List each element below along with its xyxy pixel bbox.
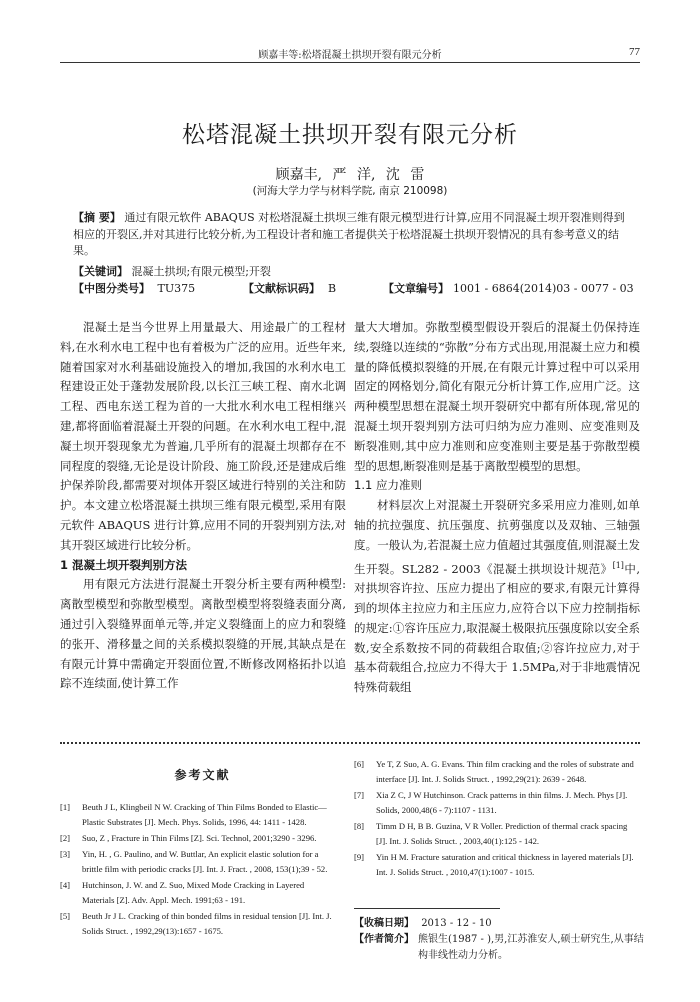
body-paragraph: 量大大增加。弥散型模型假设开裂后的混凝土仍保持连续,裂缝以连续的“弥散”分布方式出现,用混凝土应力和模量的降低模拟裂缝的开展,在有限元计算过程中可以采用固定的网格划分,简化有限元分析计算工作,应用广泛。这两种模型思想在混凝土坝开裂研究中都有所体现,常见的混凝土坝开裂判别方法可归纳为应力准则、应变准则及断裂准则,其中应力准则和应变准则主要是基于弥散型模型的思想,断裂准则是基于离散型模型的思想。 (354, 320, 640, 473)
body-right-column (354, 318, 640, 698)
body-left-column (60, 318, 346, 694)
abstract-text: 通过有限元软件 ABAQUS 对松塔混凝土拱坝三维有限元模型进行计算,应用不同混凝土坝开裂准则得到相应的开裂区,并对其进行比较分析,为工程设计者和施工者提供关于松塔混凝土拱坝开裂情况的具有参考意义的结果。 (73, 211, 625, 257)
body-paragraph: 用有限元方法进行混凝土开裂分析主要有两种模型:离散型模型和弥散型模型。离散型模型将裂缝表面分离,通过引入裂缝界面单元等,并定义裂缝面上的应力和裂缝的张开、滑移量之间的关系模拟裂缝的开展,其缺点是在有限元计算中需确定开裂面位置,不断修改网格拓扑以追踪不连续面,使计算工作 (60, 577, 346, 691)
footnote-rule (354, 908, 500, 909)
reference-item: [2] Suo, Z , Fracture in Thin Films [Z]. Sci. Technol, 2001;3290 - 3296. (60, 833, 317, 843)
doc-code-value: B (328, 282, 337, 295)
body-text: 材料层次上对混凝土开裂研究多采用应力准则,如单轴的抗拉强度、抗压强度、抗剪强度以及双轴、三轴强度。一般认为,若混凝土应力值超过其强度值,则混凝土发生开裂。SL282 - 2003《混凝土拱坝设计规范》 (354, 498, 640, 576)
reference-item: [6] Ye T, Z Suo, A. G. Evans. Thin film cracking and the roles of substrate and interface [J]. Int. J. Solids Struct. , 1992,29(21): 2639 - 2648. (354, 759, 634, 784)
received-date-row (354, 916, 644, 932)
article-title: 松塔混凝土拱坝开裂有限元分析 (182, 122, 518, 148)
body-text: 中,对拱坝容许拉、压应力提出了相应的要求,有限元计算得到的坝体主拉应力和主压应力,应符合以下应力控制指标的规定:①容许压应力,取混凝土极限抗压强度除以安全系数,安全系数按不同的荷载组合取值;②容许拉应力,对于基本荷载组合,拉应力不得大于 1.5MPa,对于非地震情况特殊荷载组 (354, 561, 640, 695)
page-number: 77 (629, 46, 640, 58)
abstract-label: 【摘 要】 (73, 211, 121, 224)
clc-value: TU375 (157, 282, 196, 295)
reference-item: [8] Timm D H, B B. Guzina, V R Voller. Prediction of thermal crack spacing [J]. Int. J. Solids Struct. , 2003,40(1):125 - 142. (354, 821, 628, 846)
received-date-label: 【收稿日期】 (354, 918, 414, 929)
references-left (60, 800, 335, 940)
reference-item: [9] Yin H M. Fracture saturation and critical thickness in layered materials [J]. Int. J. Solids Struct. , 2010,47(1):1007 - 1015. (354, 852, 634, 877)
references-heading: 参考文献 (174, 768, 231, 782)
article-no-label: 【文章编号】 (383, 282, 449, 295)
received-date: 2013 - 12 - 10 (421, 918, 492, 929)
reference-item: [5] Beuth Jr J L. Cracking of thin bonded films in residual tension [J]. Int. J. Solids Struct. , 1992,29(13):1657 - 1675. (60, 911, 332, 936)
author-bio-row (354, 932, 644, 964)
clc-label: 【中图分类号】 (73, 282, 150, 295)
running-title: 顾嘉丰等:松塔混凝土拱坝开裂有限元分析 (258, 50, 442, 61)
author-bio-label: 【作者简介】 (354, 934, 414, 945)
subsection-heading: 1.1 应力准则 (354, 478, 422, 493)
reference-item: [3] Yin, H. , G. Paulino, and W. Buttlar, An explicit elastic solution for a brittle film with periodic cracks [J]. Int. J. Fract. , 2008, 153(1);39 - 52. (60, 849, 328, 874)
article-authors: 顾嘉丰, 严 洋, 沈 雷 (275, 167, 425, 183)
article-affiliation: (河海大学力学与材料学院, 南京 210098) (252, 185, 448, 197)
article-no-value: 1001 - 6864(2014)03 - 0077 - 03 (453, 282, 634, 295)
body-paragraph: 混凝土是当今世界上用量最大、用途最广的工程材料,在水利水电工程中也有着极为广泛的应用。近些年来,随着国家对水利基础设施投入的增加,我国的水利水电工程建设正处于蓬勃发展阶段,以长江三峡工程、南水北调工程、西电东送工程为首的一大批水利水电工程相继兴建,都将面临着混凝土开裂的问题。在水利水电工程中,混凝土坝开裂现象尤为普遍,几乎所有的混凝土坝都存在不同程度的裂缝,无论是设计阶段、施工阶段,还是建成后维护保养阶段,都需要对坝体开裂区域进行特别的关注和防护。本文建立松塔混凝土拱坝三维有限元模型,采用有限元软件 ABAQUS 进行计算,应用不同的开裂判别方法,对其开裂区域进行比较分析。 (60, 320, 346, 552)
abstract (73, 210, 629, 260)
section-divider (60, 742, 640, 744)
keywords-row (73, 264, 271, 281)
reference-item: [1] Beuth J L, Klingbeil N W. Cracking of Thin Films Bonded to Elastic—Plastic Substrates [J]. Mech. Phys. Solids, 1996, 44: 1411 - 1428. (60, 802, 327, 827)
keywords-text: 混凝土拱坝;有限元模型;开裂 (131, 265, 271, 278)
references-right (354, 757, 639, 881)
body-paragraph (354, 496, 640, 698)
received-info (354, 916, 644, 964)
author-bio: 熊银生(1987 - ),男,江苏淮安人,硕士研究生,从事结构非线性动力分析。 (418, 934, 644, 961)
reference-item: [7] Xia Z C, J W Hutchinson. Crack patterns in thin films. J. Mech. Phys [J]. Solids, 2000,48(6 - 7):1107 - 1131. (354, 790, 628, 815)
running-head (60, 44, 640, 63)
section-heading: 1 混凝土坝开裂判别方法 (60, 557, 188, 572)
citation-marker: [1] (612, 560, 624, 570)
keywords-label: 【关键词】 (73, 265, 128, 278)
classification-row (73, 281, 634, 298)
doc-code-label: 【文献标识码】 (243, 282, 320, 295)
reference-item: [4] Hutchinson, J. W. and Z. Suo, Mixed Mode Cracking in Layered Materials [Z]. Adv. Appl. Mech. 1991;63 - 191. (60, 880, 305, 905)
